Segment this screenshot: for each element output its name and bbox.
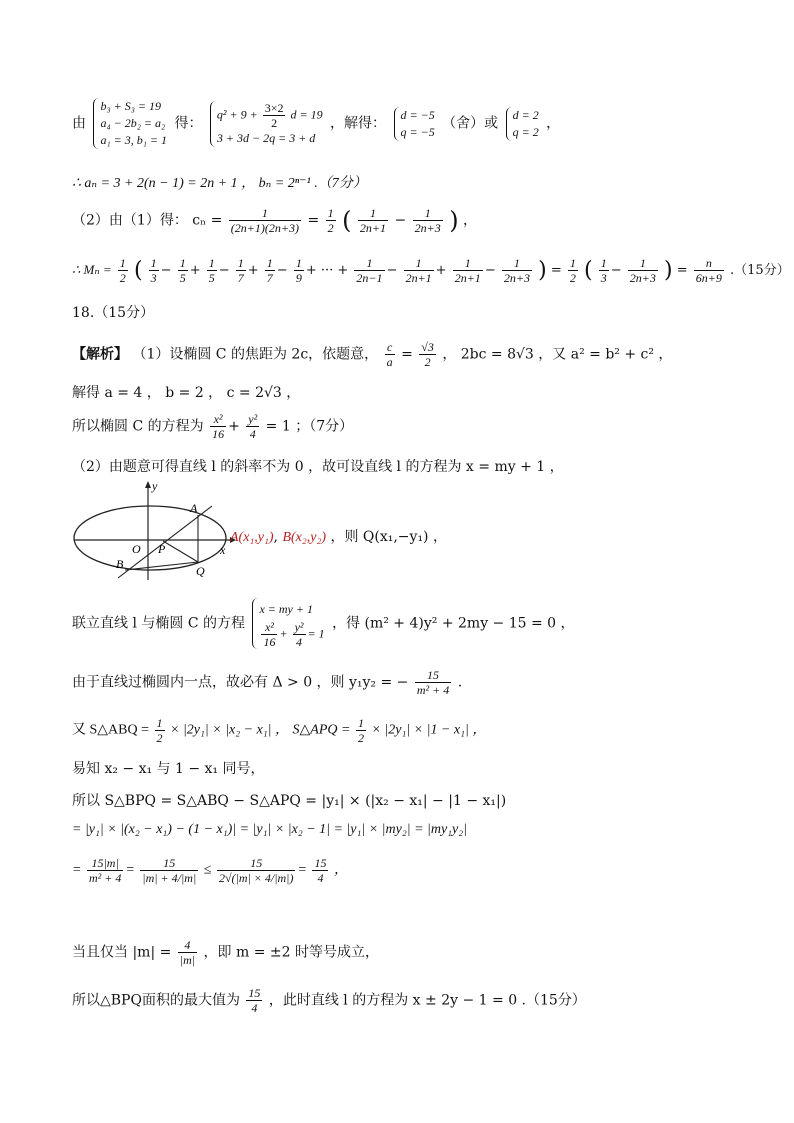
- frac-num: 15: [140, 856, 198, 871]
- frac-den: (2n+1)(2n+3): [230, 221, 299, 235]
- ellipse-equation-line: 所以椭圆 C 的方程为 $\frac{\text{x²}}{16}$ + $\frac{\text{y²}}{4}$ = 1 ；（7分）: [72, 412, 354, 441]
- fraction: $\frac{1}{5}$: [208, 256, 215, 285]
- equals: =: [72, 862, 82, 878]
- text: = 1 ；（7分）: [265, 418, 354, 435]
- fraction: [413, 206, 443, 235]
- fraction: $\frac{1}{3}$: [150, 256, 157, 285]
- sys-row: d = 2: [512, 107, 539, 122]
- point-B-label: B(x₂,y₂): [282, 530, 326, 545]
- eq-system-line: [72, 98, 560, 149]
- frac-num: n: [694, 256, 724, 271]
- text-solve: ，解得：: [330, 115, 387, 132]
- sys-row: a₄ − 2b₂ = a₂: [100, 116, 166, 130]
- system-solution: [506, 107, 539, 141]
- fraction: [178, 938, 197, 967]
- frac-den: 2√(|m| × 4/|m|): [218, 871, 294, 885]
- frac-num: 4: [178, 938, 197, 953]
- fraction: [326, 206, 336, 235]
- text: 当且仅当 |m| =: [72, 944, 172, 961]
- frac-den: 16: [263, 635, 276, 649]
- fraction: $\frac{1}{2}$: [357, 716, 364, 745]
- le-sign: ≤: [203, 862, 212, 878]
- label-x: x: [220, 543, 226, 557]
- frac-num: 1: [413, 206, 443, 221]
- fraction: [87, 856, 123, 885]
- fraction: [229, 206, 301, 235]
- fraction: $\frac{1}{7}$: [237, 256, 244, 285]
- fraction: $\frac{1}{2n-1}$: [356, 256, 383, 285]
- frac-num: 1: [358, 206, 388, 221]
- frac-den: m² + 4: [416, 683, 450, 697]
- fraction: [140, 856, 198, 885]
- part2-line: （2）由题意可得直线 l 的斜率不为 0 ，故可设直线 l 的方程为 x = my + 1 ，: [72, 459, 564, 475]
- label-Q: Q: [196, 564, 205, 578]
- part1-line: [72, 340, 672, 369]
- fraction: [210, 412, 226, 441]
- fraction: [312, 856, 328, 885]
- vieta-line: [72, 668, 462, 697]
- text: 又 S△ABQ =: [72, 722, 150, 738]
- fraction: [246, 412, 259, 441]
- text: （1）设椭圆 C 的焦距为 2c，依题意，: [132, 346, 379, 363]
- fraction: $\frac{1}{2n+1}$: [454, 256, 481, 285]
- text: 联立直线 l 与椭圆 C 的方程: [72, 615, 245, 632]
- fraction: $\frac{1}{5}$: [179, 256, 186, 285]
- point-A-label: A(x₁,y₁): [230, 530, 274, 545]
- fraction: $\frac{1}{7}$: [266, 256, 273, 285]
- label-y: y: [152, 479, 158, 493]
- text: （2）由（1）得： cₙ =: [72, 212, 223, 229]
- score-note: .（15分）: [730, 263, 790, 278]
- problem-header: 18.（15分）: [72, 305, 155, 321]
- sys-row: 3 + 3d − 2q = 3 + d: [216, 130, 316, 145]
- label-B: B: [116, 557, 124, 571]
- segment-PQ: [163, 541, 198, 562]
- area-diff-line: 所以 S△BPQ = S△ABQ − S△APQ = |y₁| × (|x₂ − x₁| − |1 − x₁|): [72, 793, 507, 809]
- text: ，此时直线 l 的方程为 x ± 2y − 1 = 0 .（15分）: [268, 992, 586, 1009]
- sys-row: q² + 9 +: [216, 106, 258, 121]
- text: 由于直线过椭圆内一点，故必有 Δ > 0 ，则 y₁y₂ = −: [72, 674, 409, 691]
- sys-row: d = −5: [400, 107, 435, 122]
- ellipse-curve: [74, 506, 226, 570]
- ellipse-diagram: [70, 478, 240, 582]
- frac-den: 4: [249, 427, 256, 441]
- fraction: [694, 256, 724, 285]
- area-def-line: [72, 716, 486, 745]
- text: × |2y₁| × |1 − x₁| ，: [371, 722, 487, 738]
- text-de: 得：: [174, 115, 203, 132]
- frac-den: 4: [317, 871, 324, 885]
- equality-condition-line: [72, 938, 379, 967]
- label-A: A: [190, 501, 198, 515]
- fraction: $\frac{1}{3}$: [600, 256, 607, 285]
- y-axis-arrow: [145, 481, 151, 488]
- frac-den: 2: [271, 115, 278, 130]
- frac-den: 4: [251, 1001, 258, 1015]
- sys-row: d = 19: [290, 106, 323, 121]
- frac-num: 15: [415, 668, 451, 683]
- frac-num: 15: [248, 986, 261, 1000]
- punct: .: [457, 674, 463, 691]
- frac-den: 2n+1: [359, 221, 387, 235]
- text: ，得 (m² + 4)y² + 2my − 15 = 0 ，: [332, 615, 575, 632]
- fraction: $\frac{1}{9}$: [295, 256, 302, 285]
- fraction: $\frac{1}{2}$: [119, 256, 126, 285]
- frac-den: a: [386, 355, 393, 369]
- mn-sum-line: ∴ Mₙ = $\frac{1}{2}$ ( $\frac{1}{3}$ − $\frac{1}{5}$ + $\frac{1}{5}$ − $\frac{1}{7}$ + $\frac{1}{7}$ − $\frac{1}{9}$ + ··· + $\frac{1}{2n-1}$ − $\frac{1}{2n+1}$ + $\frac{1}{2n+1}$ − $\frac{1}{2n+3}$ ) = $\frac{1}{2}$ ( $\frac{1}{3}$ − $\frac{1}{2n+3}$ ) = $\frac{n}{6n+9}$ .（15分）: [72, 256, 790, 285]
- text: ∴ Mₙ =: [72, 262, 112, 277]
- punct: ，: [463, 212, 478, 229]
- system-given: [93, 98, 167, 149]
- frac-num: x²: [210, 412, 226, 427]
- points-line: A(x₁,y₁), B(x₂,y₂) ，则 Q(x₁,−y₁) ，: [230, 529, 447, 545]
- general-term-line: ∴ aₙ = 3 + 2(n − 1) = 2n + 1 ， bₙ = 2ⁿ⁻¹ .（7分）: [72, 176, 367, 191]
- label-O: O: [132, 542, 141, 556]
- text: ，即 m = ±2 时等号成立，: [203, 944, 379, 961]
- fraction: [415, 668, 451, 697]
- system-substituted: [210, 101, 323, 147]
- frac-den: |m|: [179, 953, 196, 967]
- punct: ，: [546, 115, 561, 132]
- punct: ，: [333, 862, 348, 878]
- point-Q-text: ，则 Q(x₁,−y₁) ，: [330, 529, 447, 545]
- frac-den: 2: [327, 221, 334, 235]
- simultaneous-line: [72, 598, 575, 649]
- sys-row: x = my + 1: [259, 602, 313, 616]
- system-solution-rejected: [394, 107, 435, 141]
- frac-den: m² + 4: [88, 871, 122, 885]
- system-line-ellipse: x = my + 1 $\frac{\text{x²}}{16}$ + $\frac{\text{y²}}{4}$ = 1: [252, 598, 324, 649]
- fraction: $\frac{1}{2n+3}$: [503, 256, 530, 285]
- sys-row: b₃ + S₃ = 19: [100, 99, 161, 113]
- text: 所以△BPQ面积的最大值为: [72, 992, 240, 1009]
- text-you: 由: [72, 115, 86, 132]
- inequality-line: = $\frac{15|m|}{\text{m² + 4}}$ = $\frac{15}{|m| + 4/|m|}$ ≤ $\frac{15}{2√(|m| \times 4/|m|)}$ = $\frac{15}{4}$ ，: [72, 856, 348, 885]
- fraction: [261, 620, 277, 649]
- text: ， 2bc = 8√3 ，又 a² = b² + c² ，: [442, 346, 673, 363]
- solution-values-line: 解得 a = 4 ， b = 2 ， c = 2√3 ，: [72, 385, 301, 401]
- fraction: $\frac{1}{2n+1}$: [405, 256, 432, 285]
- frac-den: 6n+9: [695, 271, 722, 285]
- frac-num: 15: [314, 856, 327, 870]
- fraction: [419, 340, 436, 369]
- label-P: P: [158, 542, 166, 556]
- frac-num: √3: [421, 340, 434, 354]
- text: × |2y₁| × |x₂ − x₁| ， S△APQ =: [170, 722, 351, 738]
- fraction: [263, 101, 286, 130]
- fraction: $\frac{1}{2}$: [156, 716, 163, 745]
- sys-row: q = −5: [400, 124, 435, 139]
- frac-den: |m| + 4/|m|: [142, 871, 197, 885]
- analysis-tag: 【解析】: [72, 346, 128, 363]
- frac-num: y²: [294, 620, 304, 634]
- frac-den: 16: [212, 427, 225, 441]
- sys-row: q = 2: [512, 124, 539, 139]
- same-sign-line: 易知 x₂ − x₁ 与 1 − x₁ 同号，: [72, 761, 265, 777]
- area-simplify-line: = |y₁| × |(x₂ − x₁) − (1 − x₁)| = |y₁| × |x₂ − 1| = |y₁| × |my₂| = |my₁y₂|: [72, 822, 467, 837]
- text: 所以椭圆 C 的方程为: [72, 418, 204, 435]
- fraction: [246, 986, 262, 1015]
- sys-row: a₁ = 3, b₁ = 1: [100, 133, 167, 147]
- equals: =: [401, 346, 413, 363]
- frac-num: 1: [327, 206, 334, 220]
- fraction: [293, 620, 306, 649]
- fraction: $\frac{1}{2}$: [569, 256, 576, 285]
- frac-num: c: [385, 340, 395, 355]
- text-reject: （舍）或: [442, 115, 499, 132]
- cn-line: （2）由（1）得： cₙ = $\frac{1}{(2n+1)(2n+3)}$ = $\frac{1}{2}$ ( $\frac{1}{2n+1}$ − $\frac{1}{2n+3}$ ) ，: [72, 206, 478, 235]
- conclusion-line: [72, 986, 586, 1015]
- frac-num: x²: [261, 620, 277, 635]
- frac-num: y²: [248, 412, 258, 426]
- fraction: [385, 340, 395, 369]
- frac-num: 3×2: [264, 100, 284, 115]
- equals: =: [307, 212, 320, 229]
- frac-num: 15|m|: [87, 856, 123, 871]
- frac-num: 1: [229, 206, 301, 221]
- fraction: $\frac{1}{2n+3}$: [629, 256, 656, 285]
- frac-den: 4: [296, 635, 303, 649]
- fraction: [217, 856, 296, 885]
- frac-num: 15: [217, 856, 296, 871]
- frac-den: 2: [424, 355, 431, 369]
- fraction: [358, 206, 388, 235]
- frac-den: 2n+3: [414, 221, 441, 235]
